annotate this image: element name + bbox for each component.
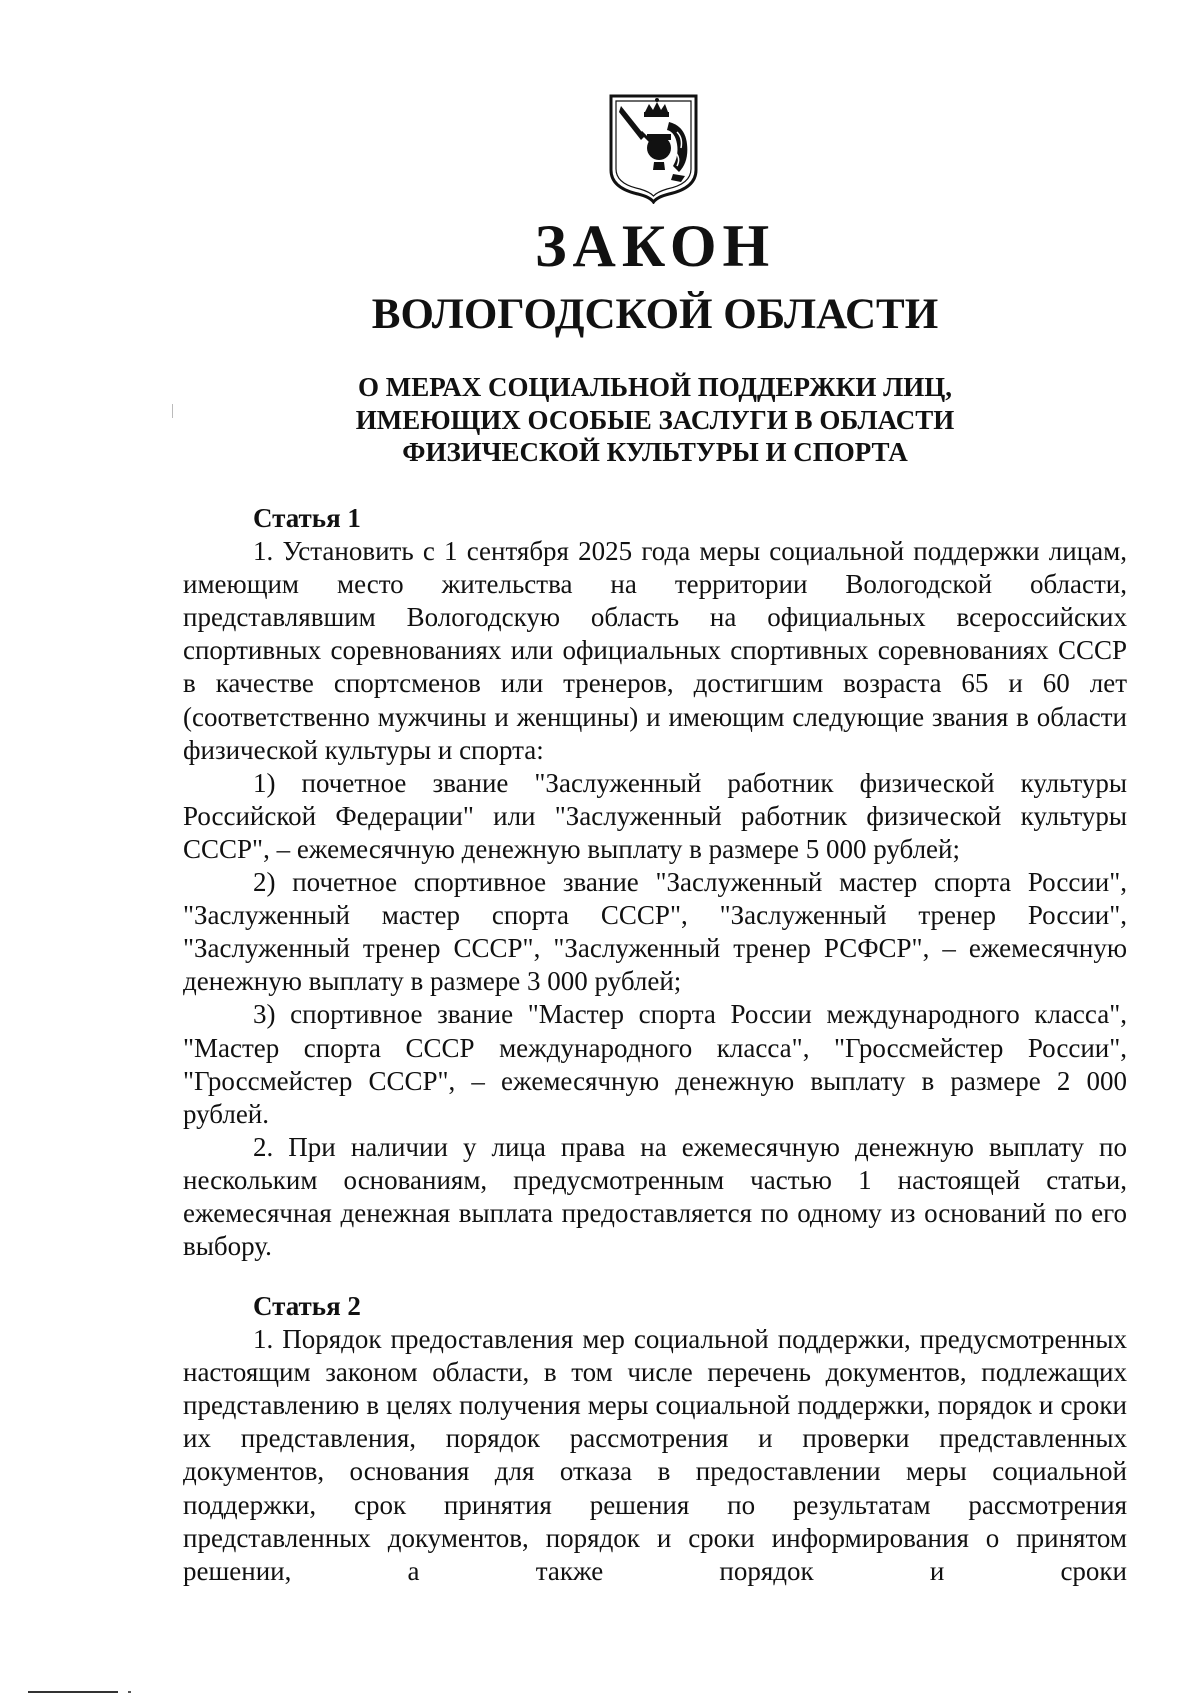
article-paragraph: 2. При наличии у лица права на ежемесячную денежную выплату по нескольким основаниям, предусмотренным частью 1 настоящей статьи, ежемесячная денежная выплата предоставляется по одному из оснований по его выбору.	[183, 1131, 1127, 1262]
article-1	[183, 502, 1127, 1263]
margin-mark	[172, 404, 173, 418]
law-name	[0, 371, 1200, 469]
document-title: ЗАКОН	[534, 213, 776, 279]
vologda-coat-of-arms-icon	[607, 92, 700, 204]
article-paragraph: 1) почетное звание "Заслуженный работник физической культуры Российской Федерации" или "Заслуженный работник физической культуры СССР", – ежемесячную денежную выплату в размере 5 000 рублей;	[183, 767, 1127, 864]
article-paragraph: 3) спортивное звание "Мастер спорта России международного класса", "Мастер спорта СССР международного класса", "Гроссмейстер России", "Гроссмейстер СССР", – ежемесячную денежную выплату в размере 2 000 рублей.	[183, 999, 1127, 1129]
article-heading: Статья 2	[253, 1291, 361, 1321]
law-name-line: О МЕРАХ СОЦИАЛЬНОЙ ПОДДЕРЖКИ ЛИЦ,	[357, 372, 952, 402]
article-paragraph: 1. Установить с 1 сентября 2025 года меры социальной поддержки лицам, имеющим место жительства на территории Вологодской области, представлявшим Вологодскую область на официальных всероссийских спортивных соревнованиях или официальных спортивных соревнованиях СССР в качестве спортсменов или тренеров, достигшим возраста 65 и 60 лет (соответственно мужчины и женщины) и имеющим следующие звания в области физической культуры и спорта:	[183, 536, 1127, 765]
article-paragraph: 1. Порядок предоставления мер социальной поддержки, предусмотренных настоящим законом области, в том числе перечень документов, подлежащих представлению в целях получения меры социальной поддержки, порядок и сроки их представления, порядок рассмотрения и проверки представленных документов, основания для отказа в предоставлении меры социальной поддержки, срок принятия решения по результатам рассмотрения представленных документов, порядок и сроки информирования о принятом решении, а также порядок и сроки	[183, 1324, 1127, 1586]
article-heading: Статья 1	[253, 503, 361, 533]
law-name-line: ФИЗИЧЕСКОЙ КУЛЬТУРЫ И СПОРТА	[402, 437, 908, 467]
page-bottom-mark	[128, 1691, 131, 1693]
article-2	[183, 1290, 1127, 1588]
document-subtitle: ВОЛОГОДСКОЙ ОБЛАСТИ	[371, 291, 939, 338]
law-name-line: ИМЕЮЩИХ ОСОБЫЕ ЗАСЛУГИ В ОБЛАСТИ	[355, 404, 955, 435]
page-bottom-rule	[28, 1691, 118, 1693]
article-paragraph: 2) почетное спортивное звание "Заслуженный мастер спорта России", "Заслуженный мастер спорта СССР", "Заслуженный тренер России", "Заслуженный тренер СССР", "Заслуженный тренер РСФСР", – ежемесячную денежную выплату в размере 3 000 рублей;	[183, 867, 1127, 997]
